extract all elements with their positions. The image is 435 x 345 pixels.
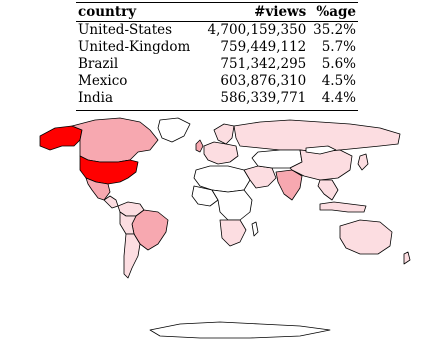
region-greenland: [158, 118, 190, 142]
region-central-africa: [212, 190, 252, 220]
row-views: 603,876,310: [220, 73, 307, 89]
region-central-asia: [252, 150, 302, 168]
country-views-table: [76, 4, 358, 107]
row-views: 4,700,159,350: [207, 22, 307, 38]
row-pct: 35.2%: [313, 22, 356, 38]
table-row: [76, 56, 358, 73]
row-pct: 4.5%: [321, 73, 356, 89]
region-antarctica: [150, 322, 330, 338]
table-row: [76, 90, 358, 107]
region-madagascar: [252, 222, 258, 236]
row-country: Brazil: [78, 56, 119, 72]
row-views: 586,339,771: [220, 90, 307, 106]
header-country: country: [78, 4, 137, 20]
table-row: [76, 22, 358, 40]
table-bottom-rule: [76, 110, 358, 111]
region-europe: [204, 142, 238, 164]
row-pct: 4.4%: [321, 90, 356, 106]
header-pct: %age: [316, 4, 356, 20]
header-views: #views: [254, 4, 307, 20]
region-australia: [340, 220, 392, 254]
region-south-africa: [220, 220, 246, 246]
table-header-row: [76, 4, 358, 22]
table-row: [76, 73, 358, 90]
row-views: 751,342,295: [220, 56, 307, 72]
region-japan: [358, 154, 368, 170]
region-alaska: [40, 126, 82, 150]
row-pct: 5.7%: [321, 39, 356, 55]
region-canada: [72, 118, 158, 162]
row-country: United-Kingdom: [78, 39, 191, 55]
region-new-zealand: [404, 252, 410, 264]
region-indonesia: [320, 202, 366, 212]
region-scandinavia: [214, 124, 234, 144]
world-choropleth-map: [0, 116, 435, 345]
table-top-rule: [76, 2, 358, 3]
region-se-asia: [318, 180, 338, 200]
table-row: [76, 39, 358, 56]
row-country: India: [78, 90, 114, 106]
row-country: Mexico: [78, 73, 128, 89]
region-uk: [196, 140, 203, 152]
region-middle-east: [244, 166, 276, 188]
row-pct: 5.6%: [321, 56, 356, 72]
region-argentina: [124, 234, 140, 278]
row-views: 759,449,112: [220, 39, 307, 55]
row-country: United-States: [78, 22, 173, 38]
region-india: [276, 170, 302, 200]
